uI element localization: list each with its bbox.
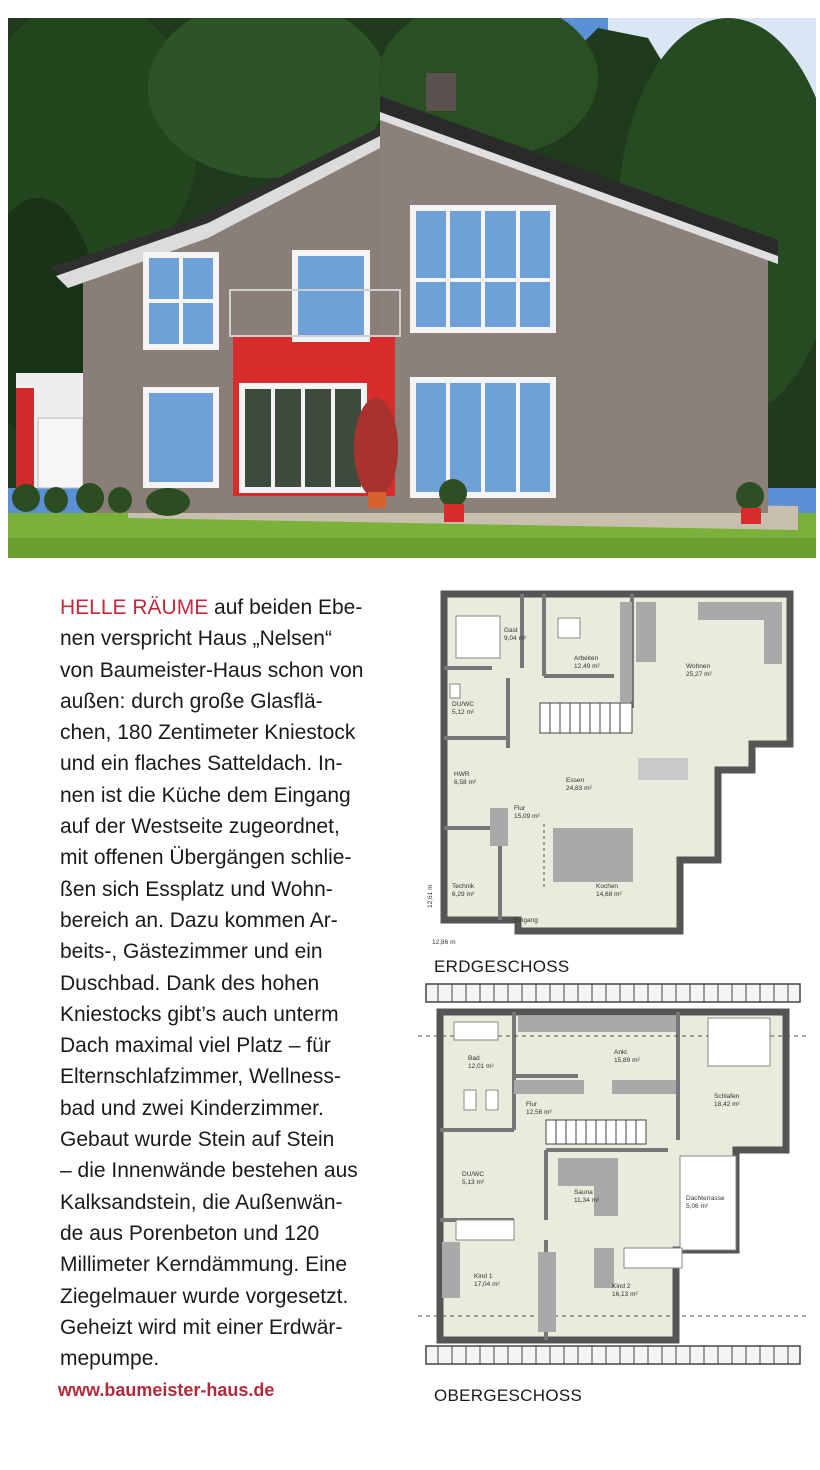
article-line: mit offenen Übergängen schlie- xyxy=(60,846,352,870)
article-line: Kniestocks gibt’s auch unterm xyxy=(60,1002,339,1026)
room-area-duwc-og: 5,13 m² xyxy=(462,1179,485,1186)
room-area-dachterrasse: 5,06 m² xyxy=(686,1203,709,1210)
room-area-gast: 9,04 m² xyxy=(504,635,527,642)
room-area-kind1: 17,04 m² xyxy=(474,1281,500,1288)
article-line: außen: durch große Glasflä- xyxy=(60,689,323,713)
room-label-flur: Flur xyxy=(514,805,526,812)
article-line: Millimeter Kerndämmung. Eine xyxy=(60,1253,348,1277)
article-line: Gebaut wurde Stein auf Stein xyxy=(60,1128,335,1152)
article-line: von Baumeister-Haus schon von xyxy=(60,658,364,682)
article-line: auf der Westseite zugeordnet, xyxy=(60,815,340,839)
room-label-gast: Gast xyxy=(504,627,518,634)
dimension-height: 12,61 m xyxy=(427,884,434,908)
room-area-flur: 15,09 m² xyxy=(514,813,540,820)
floor-plan-ground xyxy=(418,588,800,950)
article-line: Duschbad. Dank des hohen xyxy=(60,971,320,995)
house-photo xyxy=(8,18,816,558)
upper-floor-svg xyxy=(418,980,808,1370)
room-label-schlafen: Schlafen xyxy=(714,1093,740,1100)
room-label-flur-og: Flur xyxy=(526,1101,538,1108)
room-label-dachterrasse: Dachterrasse xyxy=(686,1195,725,1202)
room-area-hwr: 6,58 m² xyxy=(454,779,477,786)
article-line: beits-, Gästezimmer und ein xyxy=(60,940,323,964)
article-line: de aus Porenbeton und 120 xyxy=(60,1221,320,1245)
article-line: bad und zwei Kinderzimmer. xyxy=(60,1096,324,1120)
room-label-essen: Essen xyxy=(566,777,585,784)
article-line-text: auf beiden Ebe- xyxy=(208,596,363,619)
room-label-technik: Technik xyxy=(452,883,475,890)
article-line: Ziegelmauer wurde vorgesetzt. xyxy=(60,1284,349,1308)
room-label-eingang: Eingang xyxy=(514,917,538,924)
article-line: ßen sich Essplatz und Wohn- xyxy=(60,877,333,901)
room-area-flur-og: 12,56 m² xyxy=(526,1109,552,1116)
caption-erdgeschoss: ERDGESCHOSS xyxy=(434,957,570,976)
article-line: – die Innenwände bestehen aus xyxy=(60,1159,358,1183)
room-area-ankl: 15,89 m² xyxy=(614,1057,640,1064)
article-line: nen verspricht Haus „Nelsen“ xyxy=(60,627,332,651)
room-label-arbeiten: Arbeiten xyxy=(574,655,599,662)
article-line: und ein flaches Satteldach. In- xyxy=(60,752,343,776)
room-area-duwc: 5,12 m² xyxy=(452,709,475,716)
room-label-bad: Bad xyxy=(468,1055,480,1062)
house-illustration xyxy=(8,18,816,558)
dimension-width: 12,86 m xyxy=(432,939,456,946)
room-area-sauna: 11,34 m² xyxy=(574,1197,600,1204)
article-body xyxy=(60,592,396,1374)
caption-obergeschoss: OBERGESCHOSS xyxy=(434,1386,583,1405)
room-area-kind2: 16,13 m² xyxy=(612,1291,638,1298)
room-label-duwc-og: DU/WC xyxy=(462,1171,485,1178)
room-area-essen: 24,83 m² xyxy=(566,785,592,792)
ground-floor-svg xyxy=(418,588,800,950)
room-label-wohnen: Wohnen xyxy=(686,663,711,670)
room-label-kind2: Kind 2 xyxy=(612,1283,631,1290)
article-kicker: HELLE RÄUME xyxy=(60,596,209,619)
room-label-ankl: Ankl. xyxy=(614,1049,629,1056)
room-label-duwc: DU/WC xyxy=(452,701,475,708)
article-line: Kalksandstein, die Außenwän- xyxy=(60,1190,343,1214)
room-area-schlafen: 18,42 m² xyxy=(714,1101,740,1108)
article-line: mepumpe. xyxy=(60,1347,160,1371)
room-area-bad: 12,01 m² xyxy=(468,1063,494,1070)
room-area-wohnen: 25,27 m² xyxy=(686,671,712,678)
room-area-technik: 6,29 m² xyxy=(452,891,475,898)
room-label-kind1: Kind 1 xyxy=(474,1273,493,1280)
floor-plan-upper xyxy=(418,980,808,1370)
article-line: chen, 180 Zentimeter Kniestock xyxy=(60,721,356,745)
article-line: nen ist die Küche dem Eingang xyxy=(60,783,351,807)
room-label-sauna: Sauna xyxy=(574,1189,593,1196)
room-label-kochen: Kochen xyxy=(596,883,619,890)
room-label-hwr: HWR xyxy=(454,771,470,778)
website-link[interactable]: www.baumeister-haus.de xyxy=(58,1380,275,1400)
room-area-kochen: 14,68 m² xyxy=(596,891,622,898)
article-line xyxy=(60,592,396,623)
article-line: Elternschlafzimmer, Wellness- xyxy=(60,1065,341,1089)
article-line: Dach maximal viel Platz – für xyxy=(60,1034,331,1058)
article-line: Geheizt wird mit einer Erdwär- xyxy=(60,1315,343,1339)
room-area-arbeiten: 12,49 m² xyxy=(574,663,600,670)
article-line: bereich an. Dazu kommen Ar- xyxy=(60,908,338,932)
